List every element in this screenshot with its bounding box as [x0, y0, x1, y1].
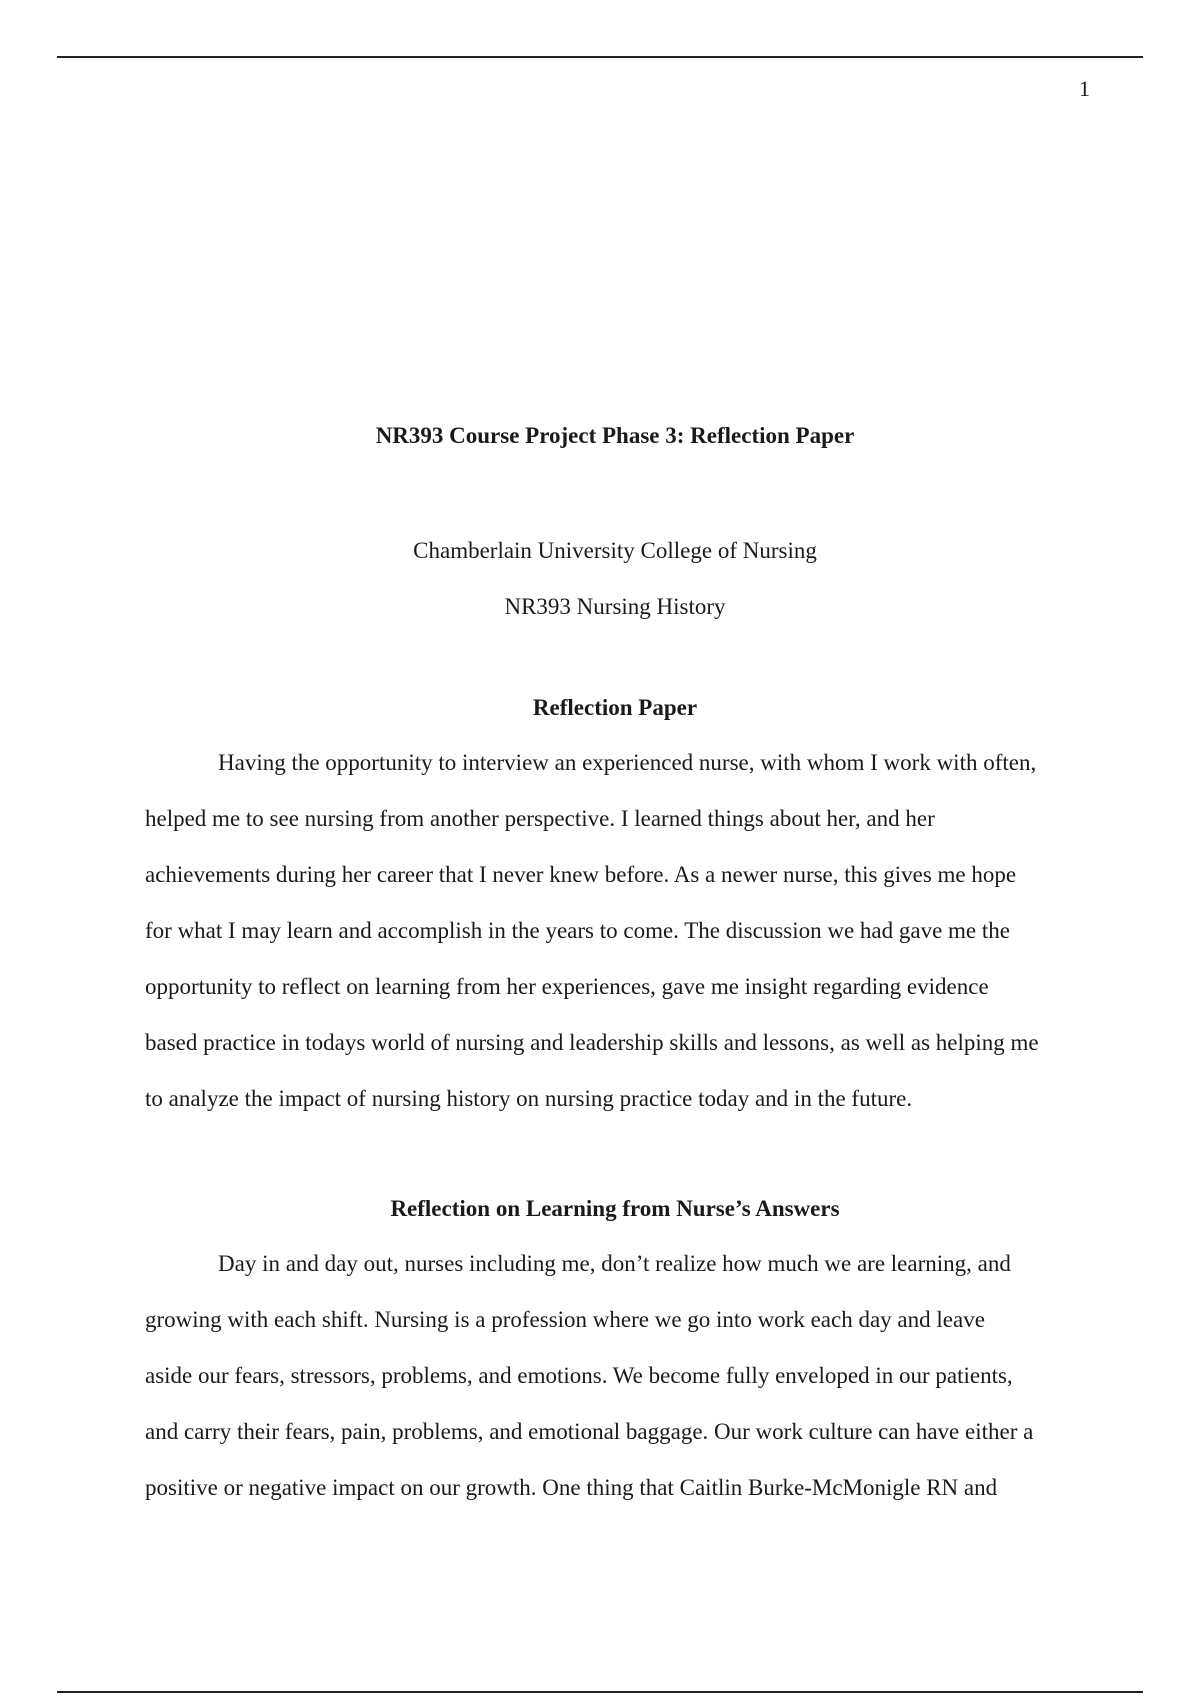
section-paragraph-reflection-on-learning [145, 1236, 1105, 1516]
paragraph-line: based practice in todays world of nursing and leadership skills and lessons, as well as helping me [145, 1030, 1039, 1055]
footer-rule [57, 1691, 1143, 1693]
paragraph-line: opportunity to reflect on learning from her experiences, gave me insight regarding evidence [145, 974, 989, 999]
paragraph-line: Having the opportunity to interview an experienced nurse, with whom I work with often, [218, 750, 1037, 775]
paragraph-line: achievements during her career that I never knew before. As a newer nurse, this gives me hope [145, 862, 1017, 887]
paragraph-line: to analyze the impact of nursing history on nursing practice today and in the future. [145, 1086, 913, 1111]
paragraph-line: for what I may learn and accomplish in the years to come. The discussion we had gave me the [145, 918, 1010, 943]
section-heading-reflection-on-learning: Reflection on Learning from Nurse’s Answers [390, 1196, 840, 1221]
paragraph-line: and carry their fears, pain, problems, and emotional baggage. Our work culture can have either a [145, 1419, 1034, 1444]
institution-name: Chamberlain University College of Nursing [413, 538, 817, 563]
paragraph-line: aside our fears, stressors, problems, and emotions. We become fully enveloped in our patients, [145, 1363, 1013, 1388]
paragraph-line: growing with each shift. Nursing is a profession where we go into work each day and leave [145, 1307, 985, 1332]
paragraph-line: Day in and day out, nurses including me, don’t realize how much we are learning, and [218, 1251, 1011, 1276]
header-rule [57, 56, 1143, 58]
section-paragraph-reflection-paper [145, 735, 1105, 1127]
paragraph-line: helped me to see nursing from another perspective. I learned things about her, and her [145, 806, 935, 831]
course-name: NR393 Nursing History [504, 594, 726, 619]
paragraph-line: positive or negative impact on our growth. One thing that Caitlin Burke-McMonigle RN and [145, 1475, 998, 1500]
document-title: NR393 Course Project Phase 3: Reflection Paper [375, 423, 855, 448]
section-heading-reflection-paper: Reflection Paper [532, 695, 698, 720]
page-number: 1 [1079, 76, 1090, 101]
